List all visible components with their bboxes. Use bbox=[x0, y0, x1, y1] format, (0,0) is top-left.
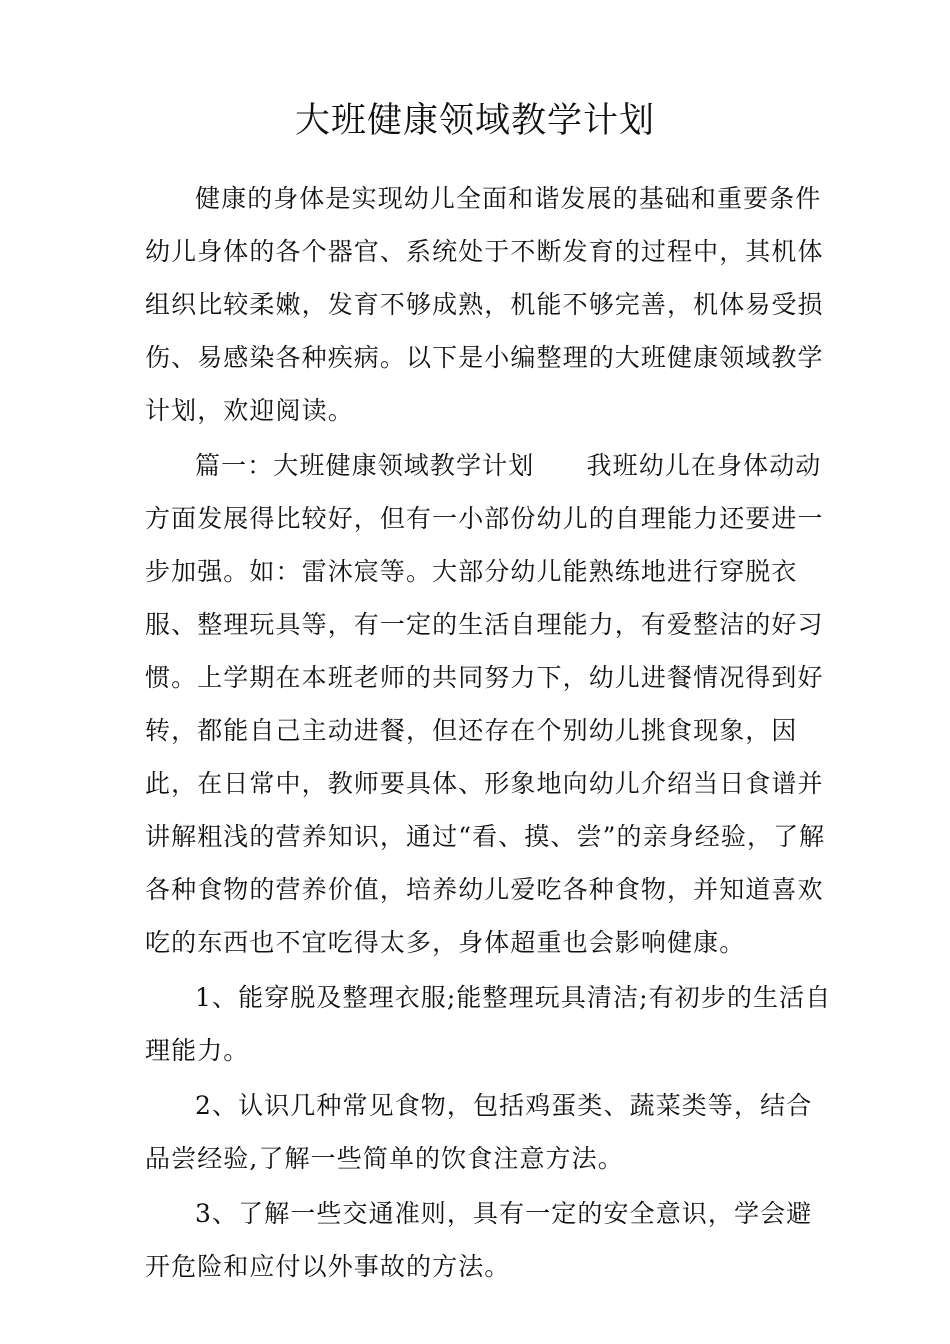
goal-item-2: 2、认识几种常见食物，包括鸡蛋类、蔬菜类等，结合品尝经验,了解一些简单的饮食注意方法。 bbox=[145, 1091, 813, 1173]
goal-item-1: 1、能穿脱及整理衣服;能整理玩具清洁;有初步的生活自理能力。 bbox=[145, 983, 832, 1065]
intro-paragraph: 健康的身体是实现幼儿全面和谐发展的基础和重要条件幼儿身体的各个器官、系统处于不断发育的过程中，其机体组织比较柔嫩，发育不够成熟，机能不够完善，机体易受损伤、易感染各种疾病。以下是小编整理的大班健康领域教学计划，欢迎阅读。 bbox=[145, 184, 824, 425]
document-body bbox=[145, 172, 835, 1293]
document-title: 大班健康领域教学计划 bbox=[294, 101, 655, 141]
section-one-paragraph: 篇一：大班健康领域教学计划 我班幼儿在身体动动方面发展得比较好，但有一小部份幼儿的自理能力还要进一步加强。如：雷沐宸等。大部分幼儿能熟练地进行穿脱衣服、整理玩具等，有一定的生活自理能力，有爱整洁的好习惯。上学期在本班老师的共同努力下，幼儿进餐情况得到好转，都能自己主动进餐，但还存在个别幼儿挑食现象，因此，在日常中，教师要具体、形象地向幼儿介绍当日食谱并讲解粗浅的营养知识，通过“看、摸、尝”的亲身经验，了解各种食物的营养价值，培养幼儿爱吃各种食物，并知道喜欢吃的东西也不宜吃得太多，身体超重也会影响健康。 bbox=[145, 451, 826, 957]
goal-item-3: 3、了解一些交通准则，具有一定的安全意识，学会避开危险和应付以外事故的方法。 bbox=[145, 1199, 813, 1281]
